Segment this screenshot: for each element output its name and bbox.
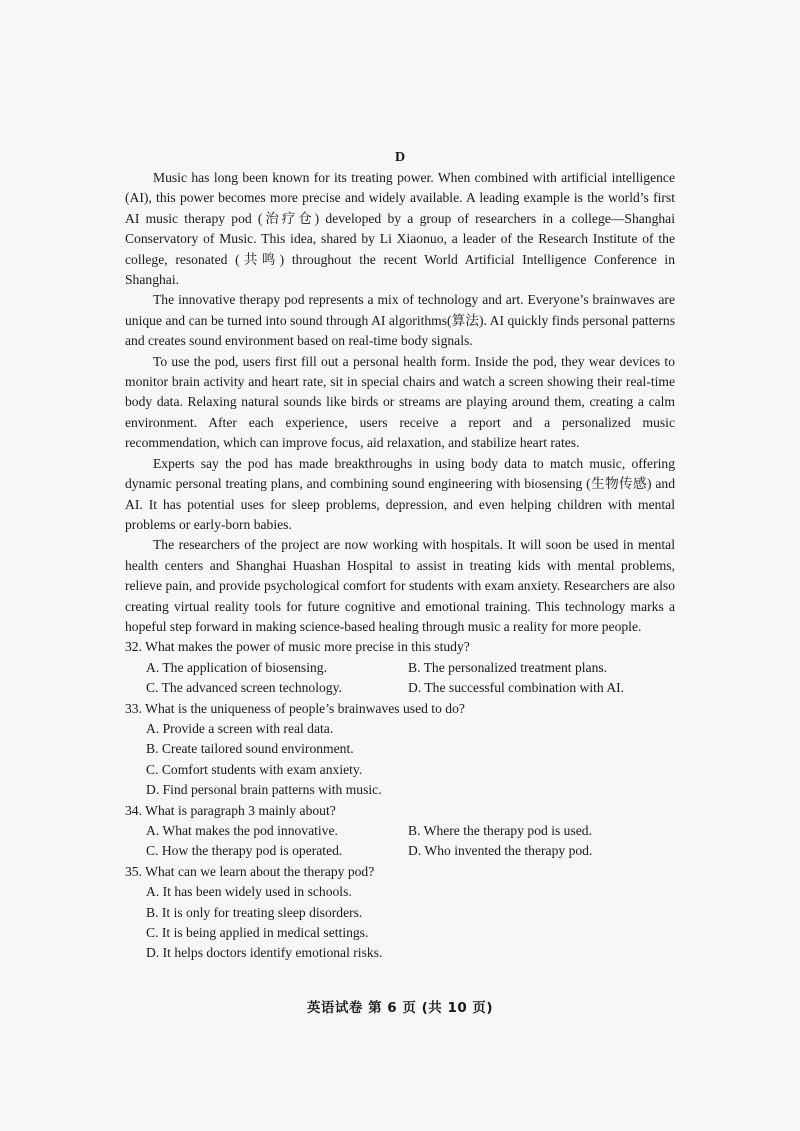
- option-a: A. Provide a screen with real data.: [146, 720, 334, 736]
- option-b: B. It is only for treating sleep disorders.: [146, 904, 363, 920]
- option-b: B. The personalized treatment plans.: [408, 659, 608, 675]
- question-32: [125, 637, 675, 698]
- section-heading: D: [394, 150, 406, 165]
- option-row: [125, 821, 675, 841]
- exam-page: [125, 148, 675, 964]
- option-c: C. It is being applied in medical settings.: [146, 925, 369, 941]
- passage-paragraph-3: To use the pod, users first fill out a personal health form. Inside the pod, they wear devices to monitor brain activity and heart rate, sit in special chairs and watch a screen showing their real-time body data. Relaxing natural sounds like birds or streams are playing around them, creating a calm environment. After each experience, users receive a report and a personalized music recommendation, which can improve focus, aid relaxation, and stabilize heart rates.: [125, 353, 675, 451]
- option-a: A. The application of biosensing.: [146, 659, 327, 675]
- question-35: [125, 862, 675, 964]
- option-d: D. It helps doctors identify emotional risks.: [146, 945, 383, 961]
- passage-paragraph-5: The researchers of the project are now working with hospitals. It will soon be used in mental health centers and Shanghai Huashan Hospital to assist in treating kids with mental problems, relieve pain, and provide psychological comfort for students with exam anxiety. Researchers are also creating virtual reality tools for future cognitive and emotional training. This technology marks a hopeful step forward in making science-based healing through music a reality for more people.: [125, 537, 675, 634]
- option-c: C. Comfort students with exam anxiety.: [146, 761, 363, 777]
- passage-paragraph-2: The innovative therapy pod represents a mix of technology and art. Everyone’s brainwaves are unique and can be turned into sound through AI algorithms(算法). AI quickly finds personal patterns and creates sound environment based on real-time body signals.: [125, 292, 675, 349]
- passage-paragraph-1: Music has long been known for its treating power. When combined with artificial intelligence (AI), this power becomes more precise and widely available. A leading example is the world’s first AI music therapy pod (治疗仓) developed by a group of researchers in a college—Shanghai Conservatory of Music. This idea, shared by Li Xiaonuo, a leader of the Research Institute of the college, resonated (共鸣) throughout the recent World Artificial Intelligence Conference in Shanghai.: [125, 170, 675, 288]
- option-c: C. How the therapy pod is operated.: [146, 843, 343, 859]
- passage-paragraph-4: Experts say the pod has made breakthroughs in using body data to match music, offering dynamic personal treating plans, and combining sound engineering with biosensing (生物传感) and AI. It has potential uses for sleep problems, depression, and even helping children with mental problems or early-born babies.: [125, 455, 675, 532]
- option-d: D. The successful combination with AI.: [408, 680, 625, 696]
- option-row: [125, 841, 675, 861]
- question-list: [125, 637, 675, 964]
- option-a: A. What makes the pod innovative.: [146, 823, 338, 838]
- reading-passage: [125, 168, 675, 637]
- question-33: [125, 699, 675, 801]
- question-stem: 34. What is paragraph 3 mainly about?: [125, 802, 336, 818]
- question-stem: 35. What can we learn about the therapy pod?: [125, 863, 375, 879]
- option-b: B. Where the therapy pod is used.: [408, 823, 592, 838]
- option-c: C. The advanced screen technology.: [146, 680, 342, 696]
- question-34: [125, 801, 675, 862]
- option-row: [125, 678, 675, 698]
- option-b: B. Create tailored sound environment.: [146, 741, 354, 757]
- question-stem: 32. What makes the power of music more precise in this study?: [125, 639, 470, 655]
- option-row: [125, 658, 675, 678]
- option-a: A. It has been widely used in schools.: [146, 884, 352, 900]
- question-stem: 33. What is the uniqueness of people’s brainwaves used to do?: [125, 700, 465, 716]
- option-d: D. Find personal brain patterns with music.: [146, 782, 382, 798]
- page-footer: 英语试卷 第 6 页 (共 10 页): [306, 1000, 494, 1016]
- option-d: D. Who invented the therapy pod.: [408, 843, 593, 859]
